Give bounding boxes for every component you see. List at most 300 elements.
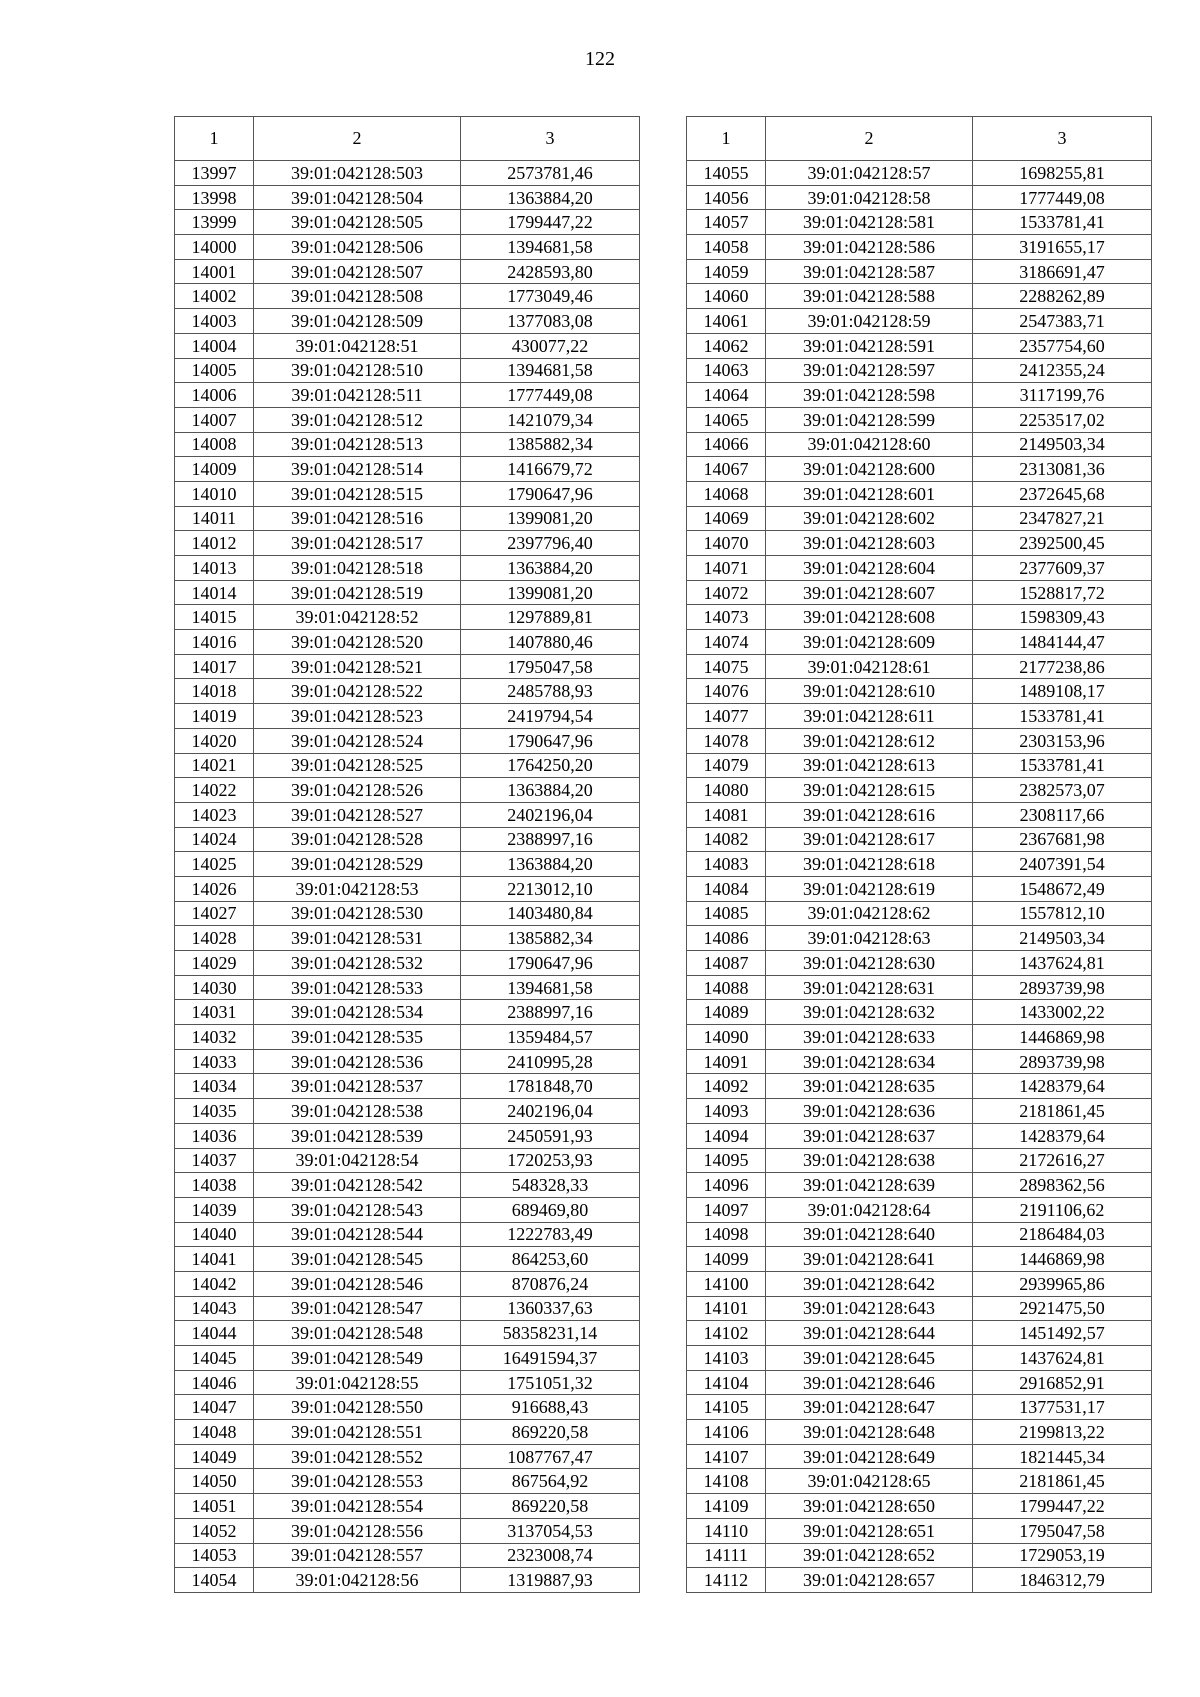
table-row	[175, 1049, 640, 1074]
row-number: 14065	[687, 407, 766, 432]
row-number: 14099	[687, 1247, 766, 1272]
cadastral-value: 2377609,37	[973, 556, 1152, 581]
row-number: 14038	[175, 1173, 254, 1198]
cadastral-number: 39:01:042128:638	[766, 1148, 973, 1173]
cadastral-value: 1087767,47	[461, 1444, 640, 1469]
cadastral-number: 39:01:042128:537	[254, 1074, 461, 1099]
row-number: 14018	[175, 679, 254, 704]
cadastral-number: 39:01:042128:507	[254, 259, 461, 284]
cadastral-number: 39:01:042128:53	[254, 876, 461, 901]
table-row	[687, 827, 1152, 852]
table-row	[175, 605, 640, 630]
cadastral-value: 1548672,49	[973, 876, 1152, 901]
cadastral-value: 869220,58	[461, 1494, 640, 1519]
row-number: 13999	[175, 210, 254, 235]
cadastral-number: 39:01:042128:552	[254, 1444, 461, 1469]
column-header-2: 2	[766, 117, 973, 161]
cadastral-number: 39:01:042128:529	[254, 852, 461, 877]
row-number: 14067	[687, 457, 766, 482]
cadastral-number: 39:01:042128:63	[766, 926, 973, 951]
table-row	[687, 1469, 1152, 1494]
cadastral-number: 39:01:042128:554	[254, 1494, 461, 1519]
row-number: 14076	[687, 679, 766, 704]
cadastral-number: 39:01:042128:535	[254, 1025, 461, 1050]
cadastral-number: 39:01:042128:60	[766, 432, 973, 457]
row-number: 14023	[175, 802, 254, 827]
table-row	[175, 1222, 640, 1247]
table-row	[175, 654, 640, 679]
row-number: 14025	[175, 852, 254, 877]
table-row	[175, 778, 640, 803]
cadastral-number: 39:01:042128:548	[254, 1321, 461, 1346]
cadastral-number: 39:01:042128:630	[766, 951, 973, 976]
cadastral-value: 1790647,96	[461, 481, 640, 506]
cadastral-value: 1377083,08	[461, 309, 640, 334]
table-row	[175, 1074, 640, 1099]
row-number: 14019	[175, 704, 254, 729]
cadastral-number: 39:01:042128:598	[766, 383, 973, 408]
row-number: 14093	[687, 1099, 766, 1124]
cadastral-number: 39:01:042128:633	[766, 1025, 973, 1050]
row-number: 14013	[175, 556, 254, 581]
row-number: 14072	[687, 580, 766, 605]
row-number: 14031	[175, 1000, 254, 1025]
cadastral-value: 2921475,50	[973, 1296, 1152, 1321]
table-row	[687, 852, 1152, 877]
cadastral-number: 39:01:042128:517	[254, 531, 461, 556]
cadastral-number: 39:01:042128:532	[254, 951, 461, 976]
cadastral-number: 39:01:042128:631	[766, 975, 973, 1000]
row-number: 14007	[175, 407, 254, 432]
cadastral-value: 916688,43	[461, 1395, 640, 1420]
table-row	[175, 1000, 640, 1025]
row-number: 14001	[175, 259, 254, 284]
row-number: 14102	[687, 1321, 766, 1346]
cadastral-value: 1533781,41	[973, 210, 1152, 235]
row-number: 14055	[687, 161, 766, 186]
cadastral-value: 2149503,34	[973, 926, 1152, 951]
row-number: 14088	[687, 975, 766, 1000]
table-row	[175, 704, 640, 729]
cadastral-number: 39:01:042128:553	[254, 1469, 461, 1494]
cadastral-number: 39:01:042128:503	[254, 161, 461, 186]
cadastral-value: 2313081,36	[973, 457, 1152, 482]
cadastral-value: 2388997,16	[461, 1000, 640, 1025]
cadastral-value: 2402196,04	[461, 1099, 640, 1124]
table-row	[687, 1271, 1152, 1296]
row-number: 14089	[687, 1000, 766, 1025]
cadastral-value: 1777449,08	[973, 185, 1152, 210]
row-number: 14042	[175, 1271, 254, 1296]
row-number: 14014	[175, 580, 254, 605]
table-row	[175, 580, 640, 605]
table-row	[687, 1296, 1152, 1321]
table-row	[687, 1025, 1152, 1050]
table-row	[175, 1148, 640, 1173]
cadastral-value: 1790647,96	[461, 728, 640, 753]
table-row	[175, 802, 640, 827]
table-row	[687, 778, 1152, 803]
cadastral-value: 1799447,22	[973, 1494, 1152, 1519]
table-row	[687, 1074, 1152, 1099]
cadastral-value: 2916852,91	[973, 1370, 1152, 1395]
row-number: 14050	[175, 1469, 254, 1494]
table-row	[175, 1420, 640, 1445]
cadastral-number: 39:01:042128:649	[766, 1444, 973, 1469]
cadastral-value: 2547383,71	[973, 309, 1152, 334]
table-row	[687, 1395, 1152, 1420]
cadastral-value: 2485788,93	[461, 679, 640, 704]
row-number: 14021	[175, 753, 254, 778]
cadastral-number: 39:01:042128:657	[766, 1568, 973, 1593]
row-number: 14064	[687, 383, 766, 408]
cadastral-value: 2213012,10	[461, 876, 640, 901]
table-row	[687, 630, 1152, 655]
cadastral-value: 3117199,76	[973, 383, 1152, 408]
cadastral-value: 1394681,58	[461, 358, 640, 383]
row-number: 14006	[175, 383, 254, 408]
row-number: 14049	[175, 1444, 254, 1469]
cadastral-number: 39:01:042128:530	[254, 901, 461, 926]
cadastral-number: 39:01:042128:526	[254, 778, 461, 803]
cadastral-value: 1363884,20	[461, 778, 640, 803]
cadastral-value: 1377531,17	[973, 1395, 1152, 1420]
row-number: 14003	[175, 309, 254, 334]
cadastral-value: 1790647,96	[461, 951, 640, 976]
cadastral-value: 1394681,58	[461, 235, 640, 260]
row-number: 14081	[687, 802, 766, 827]
cadastral-number: 39:01:042128:645	[766, 1346, 973, 1371]
row-number: 14022	[175, 778, 254, 803]
cadastral-value: 58358231,14	[461, 1321, 640, 1346]
cadastral-number: 39:01:042128:557	[254, 1543, 461, 1568]
row-number: 14000	[175, 235, 254, 260]
cadastral-value: 2410995,28	[461, 1049, 640, 1074]
cadastral-value: 1781848,70	[461, 1074, 640, 1099]
cadastral-value: 1416679,72	[461, 457, 640, 482]
row-number: 13998	[175, 185, 254, 210]
cadastral-number: 39:01:042128:545	[254, 1247, 461, 1272]
cadastral-number: 39:01:042128:59	[766, 309, 973, 334]
row-number: 14041	[175, 1247, 254, 1272]
row-number: 14105	[687, 1395, 766, 1420]
cadastral-value: 1360337,63	[461, 1296, 640, 1321]
cadastral-value: 2428593,80	[461, 259, 640, 284]
cadastral-value: 1363884,20	[461, 556, 640, 581]
table-row	[175, 161, 640, 186]
table-row	[687, 580, 1152, 605]
cadastral-number: 39:01:042128:521	[254, 654, 461, 679]
cadastral-number: 39:01:042128:515	[254, 481, 461, 506]
cadastral-value: 1484144,47	[973, 630, 1152, 655]
cadastral-number: 39:01:042128:644	[766, 1321, 973, 1346]
cadastral-number: 39:01:042128:647	[766, 1395, 973, 1420]
cadastral-number: 39:01:042128:531	[254, 926, 461, 951]
cadastral-number: 39:01:042128:544	[254, 1222, 461, 1247]
cadastral-number: 39:01:042128:56	[254, 1568, 461, 1593]
cadastral-number: 39:01:042128:510	[254, 358, 461, 383]
row-number: 14108	[687, 1469, 766, 1494]
cadastral-value: 1428379,64	[973, 1123, 1152, 1148]
cadastral-number: 39:01:042128:518	[254, 556, 461, 581]
row-number: 14012	[175, 531, 254, 556]
cadastral-value: 2288262,89	[973, 284, 1152, 309]
cadastral-value: 2181861,45	[973, 1099, 1152, 1124]
cadastral-number: 39:01:042128:61	[766, 654, 973, 679]
cadastral-value: 1394681,58	[461, 975, 640, 1000]
cadastral-value: 1698255,81	[973, 161, 1152, 186]
cadastral-number: 39:01:042128:549	[254, 1346, 461, 1371]
table-row	[687, 1247, 1152, 1272]
cadastral-value: 2177238,86	[973, 654, 1152, 679]
cadastral-number: 39:01:042128:528	[254, 827, 461, 852]
table-row	[687, 1123, 1152, 1148]
cadastral-value: 2898362,56	[973, 1173, 1152, 1198]
cadastral-value: 1437624,81	[973, 951, 1152, 976]
cadastral-number: 39:01:042128:610	[766, 679, 973, 704]
cadastral-number: 39:01:042128:54	[254, 1148, 461, 1173]
cadastral-number: 39:01:042128:516	[254, 506, 461, 531]
cadastral-value: 1489108,17	[973, 679, 1152, 704]
table-row	[687, 1148, 1152, 1173]
cadastral-number: 39:01:042128:607	[766, 580, 973, 605]
cadastral-number: 39:01:042128:618	[766, 852, 973, 877]
row-number: 14107	[687, 1444, 766, 1469]
table-row	[687, 876, 1152, 901]
table-row	[687, 383, 1152, 408]
cadastral-number: 39:01:042128:520	[254, 630, 461, 655]
table-row	[175, 457, 640, 482]
cadastral-number: 39:01:042128:650	[766, 1494, 973, 1519]
row-number: 14026	[175, 876, 254, 901]
table-row	[175, 1197, 640, 1222]
cadastral-value: 2367681,98	[973, 827, 1152, 852]
cadastral-value: 1795047,58	[461, 654, 640, 679]
cadastral-number: 39:01:042128:52	[254, 605, 461, 630]
row-number: 14079	[687, 753, 766, 778]
table-row	[175, 358, 640, 383]
cadastral-value: 3186691,47	[973, 259, 1152, 284]
row-number: 14090	[687, 1025, 766, 1050]
cadastral-value: 430077,22	[461, 333, 640, 358]
row-number: 14071	[687, 556, 766, 581]
cadastral-number: 39:01:042128:65	[766, 1469, 973, 1494]
row-number: 14063	[687, 358, 766, 383]
table-row	[175, 1494, 640, 1519]
column-header-1: 1	[687, 117, 766, 161]
cadastral-value: 1795047,58	[973, 1518, 1152, 1543]
cadastral-number: 39:01:042128:550	[254, 1395, 461, 1420]
table-row	[687, 1173, 1152, 1198]
table-row	[687, 556, 1152, 581]
row-number: 14069	[687, 506, 766, 531]
row-number: 14039	[175, 1197, 254, 1222]
cadastral-value: 2397796,40	[461, 531, 640, 556]
row-number: 14011	[175, 506, 254, 531]
cadastral-value: 1407880,46	[461, 630, 640, 655]
table-row	[687, 1049, 1152, 1074]
table-row	[175, 309, 640, 334]
row-number: 14098	[687, 1222, 766, 1247]
table-row	[687, 506, 1152, 531]
cadastral-value: 16491594,37	[461, 1346, 640, 1371]
cadastral-number: 39:01:042128:612	[766, 728, 973, 753]
cadastral-number: 39:01:042128:508	[254, 284, 461, 309]
row-number: 14020	[175, 728, 254, 753]
cadastral-number: 39:01:042128:617	[766, 827, 973, 852]
table-row	[687, 802, 1152, 827]
row-number: 14027	[175, 901, 254, 926]
column-header-1: 1	[175, 117, 254, 161]
row-number: 14008	[175, 432, 254, 457]
cadastral-number: 39:01:042128:591	[766, 333, 973, 358]
row-number: 14086	[687, 926, 766, 951]
table-row	[687, 1568, 1152, 1593]
cadastral-value: 1533781,41	[973, 704, 1152, 729]
row-number: 14030	[175, 975, 254, 1000]
table-row	[687, 1321, 1152, 1346]
table-row	[175, 1543, 640, 1568]
table-row	[175, 876, 640, 901]
cadastral-value: 2893739,98	[973, 975, 1152, 1000]
cadastral-number: 39:01:042128:525	[254, 753, 461, 778]
table-row	[687, 753, 1152, 778]
cadastral-number: 39:01:042128:601	[766, 481, 973, 506]
cadastral-number: 39:01:042128:536	[254, 1049, 461, 1074]
cadastral-number: 39:01:042128:597	[766, 358, 973, 383]
row-number: 14054	[175, 1568, 254, 1593]
cadastral-value: 1799447,22	[461, 210, 640, 235]
table-row	[175, 1321, 640, 1346]
table-row	[175, 1296, 640, 1321]
cadastral-number: 39:01:042128:642	[766, 1271, 973, 1296]
table-row	[175, 1568, 640, 1593]
cadastral-value: 1359484,57	[461, 1025, 640, 1050]
cadastral-value: 2357754,60	[973, 333, 1152, 358]
cadastral-number: 39:01:042128:519	[254, 580, 461, 605]
table-row	[687, 235, 1152, 260]
cadastral-value: 2939965,86	[973, 1271, 1152, 1296]
row-number: 14111	[687, 1543, 766, 1568]
table-row	[687, 210, 1152, 235]
cadastral-value: 870876,24	[461, 1271, 640, 1296]
cadastral-value: 2253517,02	[973, 407, 1152, 432]
row-number: 14037	[175, 1148, 254, 1173]
table-row	[687, 284, 1152, 309]
cadastral-number: 39:01:042128:608	[766, 605, 973, 630]
table-row	[175, 432, 640, 457]
row-number: 14017	[175, 654, 254, 679]
cadastral-value: 2303153,96	[973, 728, 1152, 753]
cadastral-number: 39:01:042128:543	[254, 1197, 461, 1222]
row-number: 14009	[175, 457, 254, 482]
row-number: 14016	[175, 630, 254, 655]
cadastral-value: 1319887,93	[461, 1568, 640, 1593]
cadastral-value: 689469,80	[461, 1197, 640, 1222]
table-row	[175, 506, 640, 531]
table-row	[175, 259, 640, 284]
table-row	[687, 679, 1152, 704]
cadastral-number: 39:01:042128:51	[254, 333, 461, 358]
row-number: 14085	[687, 901, 766, 926]
column-header-2: 2	[254, 117, 461, 161]
cadastral-value: 1720253,93	[461, 1148, 640, 1173]
table-row	[687, 531, 1152, 556]
cadastral-number: 39:01:042128:513	[254, 432, 461, 457]
right-table-body	[687, 161, 1152, 1593]
table-row	[175, 185, 640, 210]
row-number: 14109	[687, 1494, 766, 1519]
row-number: 14084	[687, 876, 766, 901]
cadastral-number: 39:01:042128:586	[766, 235, 973, 260]
table-row	[175, 827, 640, 852]
row-number: 14029	[175, 951, 254, 976]
cadastral-number: 39:01:042128:539	[254, 1123, 461, 1148]
table-row	[687, 926, 1152, 951]
row-number: 14103	[687, 1346, 766, 1371]
cadastral-value: 1297889,81	[461, 605, 640, 630]
table-row	[687, 259, 1152, 284]
cadastral-value: 1428379,64	[973, 1074, 1152, 1099]
cadastral-value: 1846312,79	[973, 1568, 1152, 1593]
cadastral-number: 39:01:042128:523	[254, 704, 461, 729]
table-row	[687, 333, 1152, 358]
table-row	[175, 975, 640, 1000]
cadastral-value: 1533781,41	[973, 753, 1152, 778]
cadastral-number: 39:01:042128:527	[254, 802, 461, 827]
row-number: 14046	[175, 1370, 254, 1395]
table-row	[687, 951, 1152, 976]
cadastral-value: 2893739,98	[973, 1049, 1152, 1074]
table-row	[175, 481, 640, 506]
row-number: 14045	[175, 1346, 254, 1371]
cadastral-value: 1598309,43	[973, 605, 1152, 630]
cadastral-value: 2412355,24	[973, 358, 1152, 383]
cadastral-value: 1385882,34	[461, 432, 640, 457]
table-row	[175, 1395, 640, 1420]
cadastral-number: 39:01:042128:619	[766, 876, 973, 901]
cadastral-number: 39:01:042128:524	[254, 728, 461, 753]
row-number: 14062	[687, 333, 766, 358]
row-number: 14028	[175, 926, 254, 951]
cadastral-number: 39:01:042128:604	[766, 556, 973, 581]
row-number: 14059	[687, 259, 766, 284]
row-number: 14035	[175, 1099, 254, 1124]
cadastral-value: 2191106,62	[973, 1197, 1152, 1222]
cadastral-number: 39:01:042128:599	[766, 407, 973, 432]
row-number: 14015	[175, 605, 254, 630]
row-number: 14010	[175, 481, 254, 506]
cadastral-number: 39:01:042128:512	[254, 407, 461, 432]
cadastral-value: 2308117,66	[973, 802, 1152, 827]
table-row	[175, 753, 640, 778]
table-row	[687, 1518, 1152, 1543]
row-number: 14052	[175, 1518, 254, 1543]
page-number: 122	[585, 48, 615, 70]
table-row	[687, 1543, 1152, 1568]
cadastral-value: 2181861,45	[973, 1469, 1152, 1494]
cadastral-value: 1821445,34	[973, 1444, 1152, 1469]
cadastral-value: 869220,58	[461, 1420, 640, 1445]
cadastral-value: 1446869,98	[973, 1025, 1152, 1050]
table-row	[175, 1247, 640, 1272]
table-row	[175, 951, 640, 976]
table-row	[175, 901, 640, 926]
table-row	[687, 407, 1152, 432]
cadastral-number: 39:01:042128:505	[254, 210, 461, 235]
row-number: 14051	[175, 1494, 254, 1519]
left-table	[174, 116, 640, 1593]
